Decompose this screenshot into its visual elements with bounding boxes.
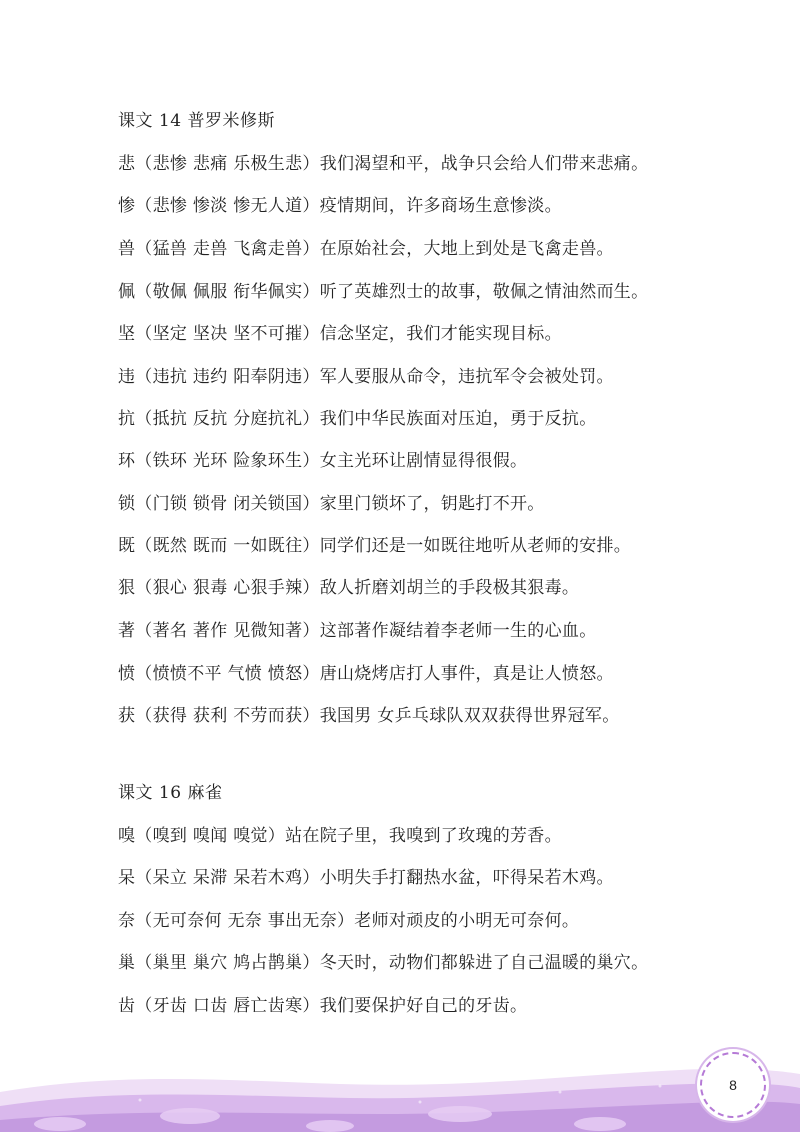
vocab-line: 巢（巢里 巢穴 鸠占鹊巢）冬天时，动物们都躲进了自己温暖的巢穴。: [118, 953, 649, 973]
vocab-line: 抗（抵抗 反抗 分庭抗礼）我们中华民族面对压迫，勇于反抗。: [118, 409, 597, 429]
vocab-line: 惨（悲惨 惨淡 惨无人道）疫情期间，许多商场生意惨淡。: [118, 196, 562, 216]
vocab-line: 愤（愤愤不平 气愤 愤怒）唐山烧烤店打人事件，真是让人愤怒。: [118, 664, 614, 684]
vocab-line: 违（违抗 违约 阳奉阴违）军人要服从命令，违抗军令会被处罚。: [118, 367, 614, 387]
vocab-line: 环（铁环 光环 险象环生）女主光环让剧情显得很假。: [118, 451, 528, 471]
vocab-line: 齿（牙齿 口齿 唇亡齿寒）我们要保护好自己的牙齿。: [118, 996, 528, 1016]
section-title-lesson-16: 课文 16 麻雀: [118, 783, 223, 803]
vocab-line: 呆（呆立 呆滞 呆若木鸡）小明失手打翻热水盆，吓得呆若木鸡。: [118, 868, 614, 888]
vocab-line: 既（既然 既而 一如既往）同学们还是一如既往地听从老师的安排。: [118, 536, 632, 556]
page-number-badge: [700, 1052, 766, 1118]
vocab-line: 锁（门锁 锁骨 闭关锁国）家里门锁坏了，钥匙打不开。: [118, 494, 545, 514]
footer-wave-decoration: [0, 1040, 800, 1132]
vocab-line: 获（获得 获利 不劳而获）我国男 女乒乓球队双双获得世界冠军。: [118, 706, 620, 726]
vocab-line: 佩（敬佩 佩服 衔华佩实）听了英雄烈士的故事，敬佩之情油然而生。: [118, 282, 649, 302]
page-number: 8: [729, 1077, 737, 1093]
vocab-line: 坚（坚定 坚决 坚不可摧）信念坚定，我们才能实现目标。: [118, 324, 562, 344]
vocab-line: 著（著名 著作 见微知著）这部著作凝结着李老师一生的心血。: [118, 621, 597, 641]
vocab-line: 悲（悲惨 悲痛 乐极生悲）我们渴望和平，战争只会给人们带来悲痛。: [118, 154, 649, 174]
section-title-lesson-14: 课文 14 普罗米修斯: [118, 111, 275, 131]
vocab-line: 狠（狠心 狠毒 心狠手辣）敌人折磨刘胡兰的手段极其狠毒。: [118, 578, 580, 598]
vocab-line: 奈（无可奈何 无奈 事出无奈）老师对顽皮的小明无可奈何。: [118, 911, 580, 931]
vocab-line: 嗅（嗅到 嗅闻 嗅觉）站在院子里，我嗅到了玫瑰的芳香。: [118, 826, 562, 846]
vocab-line: 兽（猛兽 走兽 飞禽走兽）在原始社会，大地上到处是飞禽走兽。: [118, 239, 614, 259]
